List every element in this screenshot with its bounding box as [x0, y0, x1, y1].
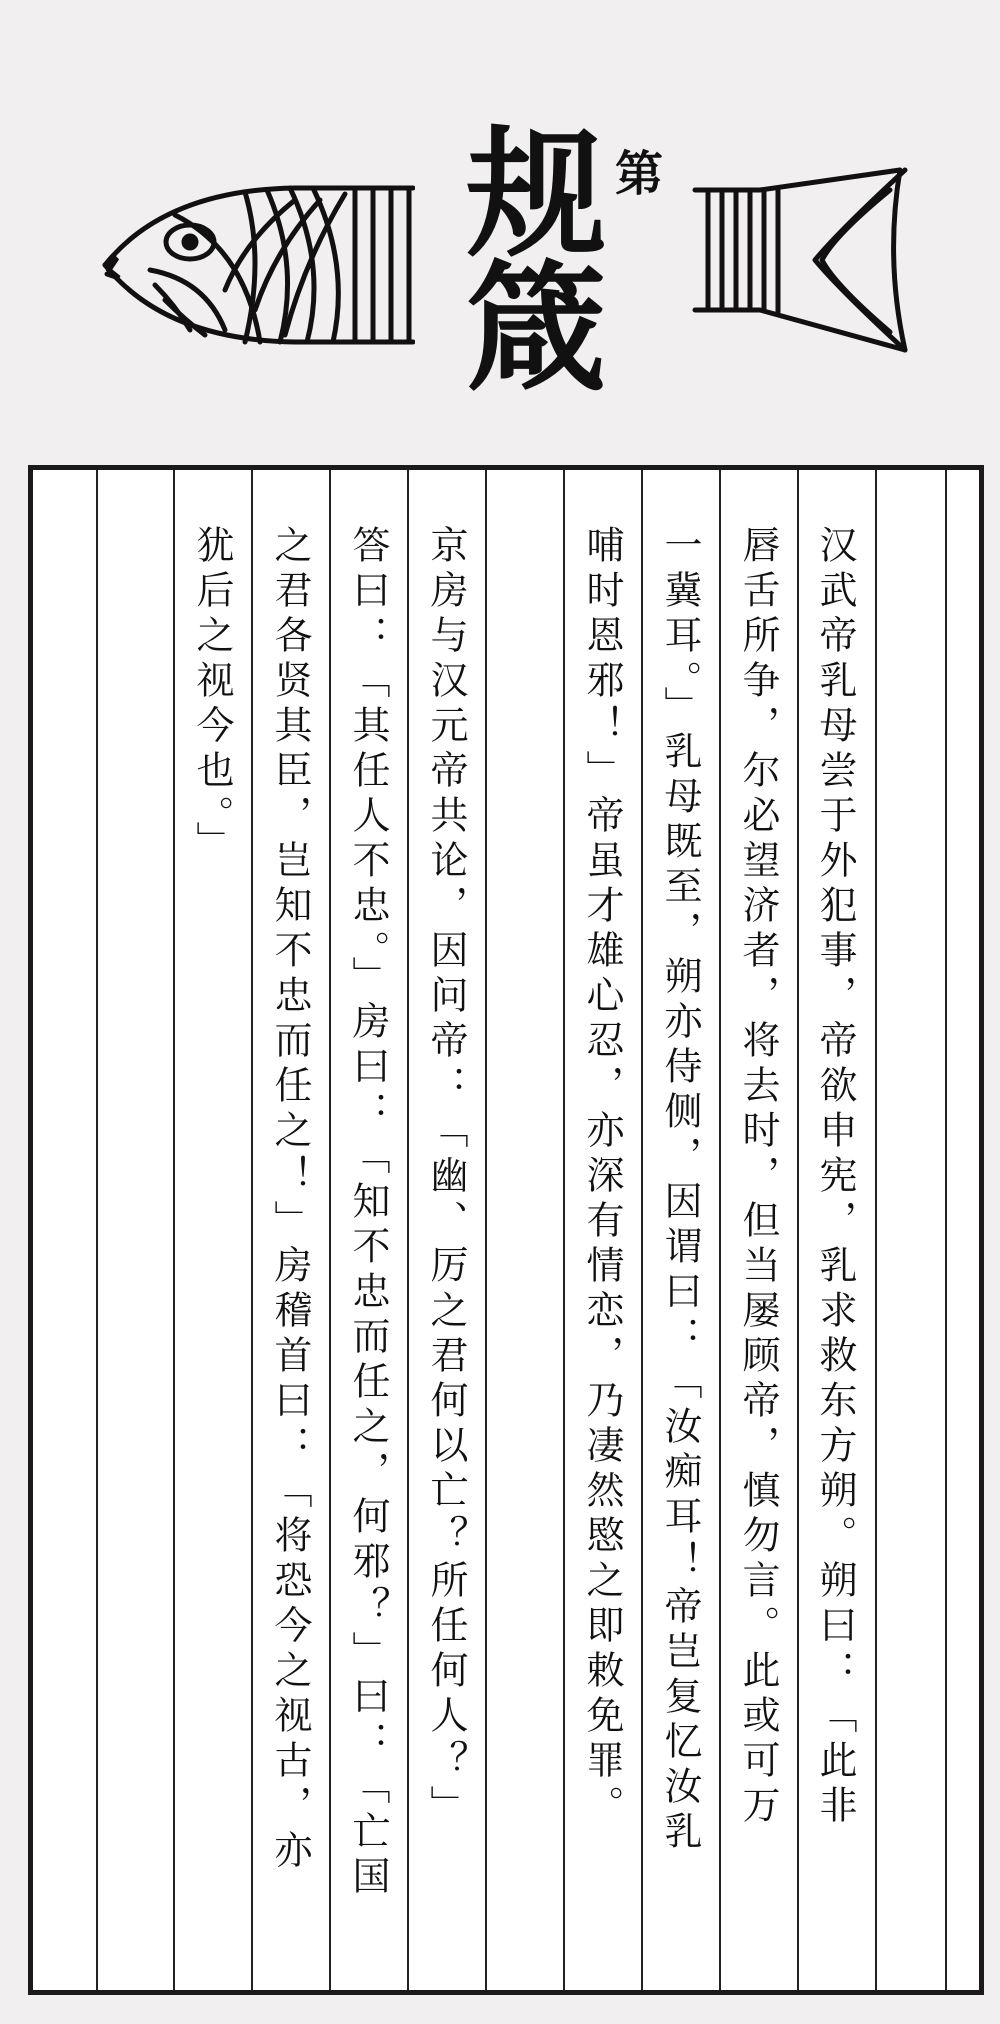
- title-main: 规箴: [443, 120, 607, 388]
- column-rule: [945, 470, 947, 1990]
- text-column: [494, 525, 554, 1975]
- text-column: 一冀耳。」乳母既至，朔亦侍侧，因谓曰：「汝痴耳！帝岂复忆汝乳: [658, 525, 702, 1856]
- text-column: 答曰：「其任人不忠。」房曰：「知不忠而任之，何邪？」曰：「亡国: [346, 525, 390, 1901]
- header: [0, 0, 1000, 460]
- column-rule: [407, 470, 409, 1990]
- text-column: 之君各贤其臣，岂知不忠而任之！」房稽首曰：「将恐今之视古，亦: [268, 525, 312, 1875]
- column-rule: [563, 470, 565, 1990]
- column-rule: [719, 470, 721, 1990]
- chapter-title: [443, 120, 680, 450]
- column-rule: [329, 470, 331, 1990]
- text-column: 唇舌所争，尔必望济者，将去时，但当屡顾帝，慎勿言。此或可万: [736, 525, 780, 1830]
- text-column: 汉武帝乳母尝于外犯事，帝欲申宪，乳求救东方朔。朔曰：「此非: [813, 525, 857, 1830]
- text-column: 犹后之视今也。」: [190, 525, 234, 866]
- text-column: 京房与汉元帝共论，因问帝：「幽、厉之君何以亡？所任何人？」: [424, 525, 468, 1830]
- column-rule: [251, 470, 253, 1990]
- column-rule: [641, 470, 643, 1990]
- fish-head-icon: [95, 170, 415, 360]
- column-rule: [485, 470, 487, 1990]
- column-rule: [797, 470, 799, 1990]
- text-column: 哺时恩邪！」帝虽才雄心忍，亦深有情恋，乃凄然愍之即敕免罪。: [580, 525, 624, 1830]
- fish-tail-icon: [690, 160, 920, 360]
- column-rule: [875, 470, 877, 1990]
- column-rule: [173, 470, 175, 1990]
- title-prefix: 第: [615, 146, 664, 202]
- text-panel: [28, 465, 984, 1995]
- column-rule: [96, 470, 98, 1990]
